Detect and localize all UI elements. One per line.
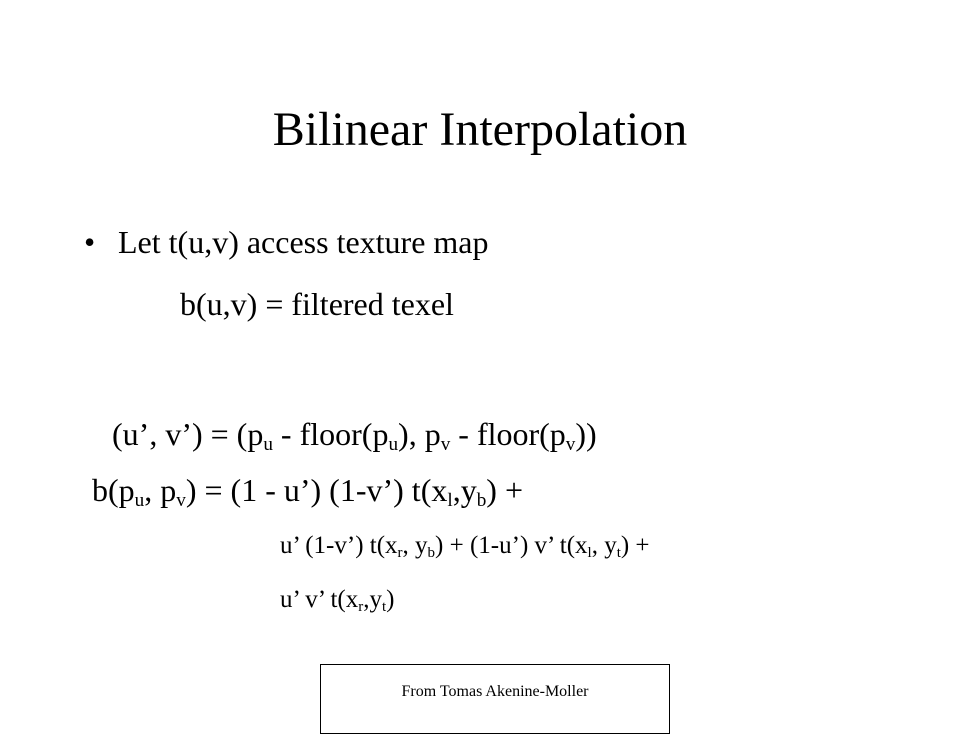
equation-bilinear-cont-2	[280, 586, 395, 615]
eq-subscript: l	[587, 544, 592, 561]
eq-subscript: t	[381, 598, 387, 615]
eq-text: , y	[591, 532, 617, 559]
credit-box	[320, 664, 670, 734]
definition-line: b(u,v) = filtered texel	[180, 286, 454, 322]
eq-text: , p	[144, 472, 177, 508]
eq-text: - floor(p	[450, 416, 566, 452]
eq-subscript: r	[397, 544, 403, 561]
eq-text: - floor(p	[272, 416, 389, 452]
eq-subscript: v	[176, 489, 186, 511]
eq-subscript: b	[427, 544, 436, 561]
eq-text: u’ (1-v’) t(x	[280, 532, 398, 559]
slide-title: Bilinear Interpolation	[272, 103, 688, 156]
bullet-text: Let t(u,v) access texture map	[118, 224, 489, 260]
eq-text: b(p	[92, 472, 135, 508]
equation-bilinear	[92, 472, 523, 511]
eq-subscript: b	[476, 489, 487, 511]
eq-subscript: t	[616, 544, 621, 561]
eq-subscript: v	[565, 433, 576, 455]
eq-text: ) +	[620, 532, 650, 559]
bullet-line	[84, 226, 489, 258]
eq-text: u’ v’ t(x	[280, 586, 359, 613]
eq-text: ) + (1-u’) v’ t(x	[435, 532, 588, 559]
eq-text: ,y	[452, 472, 477, 508]
eq-subscript: l	[447, 489, 453, 511]
eq-text: )	[386, 586, 395, 613]
eq-subscript: r	[358, 598, 364, 615]
eq-subscript: v	[440, 433, 451, 455]
equation-uv-offset	[112, 416, 597, 455]
eq-text: ) +	[486, 472, 523, 508]
eq-text: , y	[402, 532, 428, 559]
bullet-icon: •	[84, 224, 96, 260]
eq-subscript: u	[263, 433, 273, 455]
equation-bilinear-cont-1	[280, 532, 650, 561]
credit-text: From Tomas Akenine-Moller	[401, 683, 589, 700]
eq-text: ))	[575, 416, 597, 452]
eq-text: ), p	[398, 416, 441, 452]
eq-subscript: u	[388, 433, 399, 455]
eq-text: ) = (1 - u’) (1-v’) t(x	[185, 472, 448, 508]
eq-text: (u’, v’) = (p	[112, 416, 264, 452]
eq-subscript: u	[134, 489, 145, 511]
eq-text: ,y	[363, 586, 382, 613]
